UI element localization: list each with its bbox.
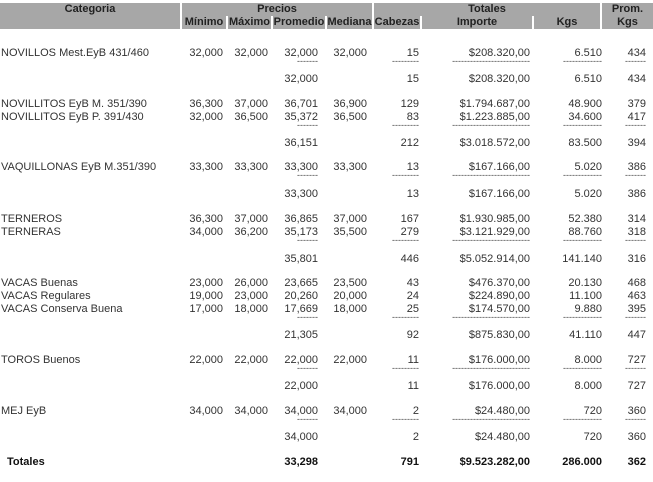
row-value-max: 33,300 bbox=[234, 161, 268, 173]
subtotal-separator bbox=[422, 173, 530, 177]
row-value-cab: 167 bbox=[400, 213, 419, 225]
subtotal-cab: 13 bbox=[406, 188, 419, 200]
row-value-pk: 314 bbox=[627, 213, 646, 225]
row-value-imp: $1.223.885,00 bbox=[459, 111, 530, 123]
totals-label: Totales bbox=[7, 456, 45, 468]
subtotal-cab: 2 bbox=[412, 431, 419, 443]
subtotal-kgs: 41.110 bbox=[569, 329, 602, 341]
row-value-kgs: 88.760 bbox=[568, 226, 602, 238]
row-value-kgs: 52.380 bbox=[568, 213, 602, 225]
row-value-imp: $476.370,00 bbox=[468, 277, 530, 289]
row-value-prom: 22,000 bbox=[284, 354, 318, 366]
row-value-pk: 417 bbox=[627, 111, 646, 123]
row-value-imp: $167.166,00 bbox=[468, 161, 530, 173]
header-blank bbox=[0, 16, 180, 29]
subtotal-prom: 34,000 bbox=[284, 431, 318, 443]
subtotal-separator bbox=[602, 123, 646, 127]
totals-kgs: 286.000 bbox=[562, 456, 602, 468]
subtotal-prom: 32,000 bbox=[284, 73, 318, 85]
subtotal-separator bbox=[602, 366, 646, 370]
row-value-min: 34,000 bbox=[189, 226, 223, 238]
row-value-cab: 43 bbox=[406, 277, 419, 289]
subtotal-separator bbox=[374, 59, 419, 63]
header-mediana: Mediana bbox=[327, 16, 372, 28]
row-value-pk: 386 bbox=[627, 161, 646, 173]
subtotal-pk: 394 bbox=[627, 137, 646, 149]
row-value-cab: 15 bbox=[406, 47, 419, 59]
subtotal-pk: 434 bbox=[627, 73, 646, 85]
subtotal-cab: 11 bbox=[407, 380, 419, 392]
row-value-max: 32,000 bbox=[234, 47, 268, 59]
subtotal-separator bbox=[602, 238, 646, 242]
subtotal-imp: $875.830,00 bbox=[468, 329, 530, 341]
row-value-imp: $174.570,00 bbox=[468, 303, 530, 315]
subtotal-kgs: 5.020 bbox=[574, 188, 602, 200]
row-value-kgs: 5.020 bbox=[574, 161, 602, 173]
row-value-prom: 36,701 bbox=[284, 98, 318, 110]
row-category: TERNERAS bbox=[1, 226, 61, 238]
row-value-prom: 35,372 bbox=[284, 111, 318, 123]
header-maximo: Máximo bbox=[229, 16, 270, 28]
row-value-max: 26,000 bbox=[234, 277, 268, 289]
subtotal-separator bbox=[422, 238, 530, 242]
row-value-imp: $176.000,00 bbox=[468, 354, 530, 366]
subtotal-separator bbox=[273, 123, 318, 127]
subtotal-kgs: 720 bbox=[583, 431, 602, 443]
row-value-med: 37,000 bbox=[333, 213, 367, 225]
row-value-prom: 32,000 bbox=[284, 47, 318, 59]
subtotal-separator bbox=[534, 417, 602, 421]
row-value-imp: $1.930.985,00 bbox=[459, 213, 530, 225]
subtotal-kgs: 141.140 bbox=[562, 253, 602, 265]
subtotal-separator bbox=[273, 315, 318, 319]
header-importe: Importe bbox=[422, 16, 532, 29]
subtotal-separator bbox=[602, 417, 646, 421]
subtotal-kgs: 8.000 bbox=[574, 380, 602, 392]
subtotal-separator bbox=[273, 238, 318, 242]
row-value-imp: $1.794.687,00 bbox=[459, 98, 530, 110]
row-value-imp: $208.320,00 bbox=[468, 47, 530, 59]
header-cabezas: Cabezas bbox=[374, 16, 420, 28]
row-category: NOVILLITOS EyB M. 351/390 bbox=[1, 98, 147, 110]
totals-cab: 791 bbox=[400, 456, 419, 468]
header-totales: Totales bbox=[374, 3, 600, 16]
row-value-max: 37,000 bbox=[234, 213, 268, 225]
subtotal-separator bbox=[422, 366, 530, 370]
subtotal-separator bbox=[422, 315, 530, 319]
subtotal-pk: 727 bbox=[627, 380, 646, 392]
row-value-min: 22,000 bbox=[189, 354, 223, 366]
subtotal-separator bbox=[374, 238, 419, 242]
subtotal-separator bbox=[534, 59, 602, 63]
totals-prom: 33,298 bbox=[284, 456, 318, 468]
subtotal-prom: 36,151 bbox=[284, 137, 318, 149]
subtotal-cab: 15 bbox=[406, 73, 419, 85]
subtotal-imp: $24.480,00 bbox=[474, 431, 530, 443]
row-value-imp: $3.121.929,00 bbox=[459, 226, 530, 238]
subtotal-imp: $176.000,00 bbox=[468, 380, 530, 392]
row-value-kgs: 34.600 bbox=[568, 111, 602, 123]
row-category: TOROS Buenos bbox=[1, 354, 81, 366]
subtotal-prom: 33,300 bbox=[284, 188, 318, 200]
row-value-med: 36,900 bbox=[333, 98, 367, 110]
row-value-kgs: 11.100 bbox=[569, 290, 602, 302]
row-value-min: 23,000 bbox=[189, 277, 223, 289]
subtotal-separator bbox=[374, 173, 419, 177]
subtotal-separator bbox=[534, 123, 602, 127]
subtotal-separator bbox=[374, 123, 419, 127]
subtotal-imp: $208.320,00 bbox=[468, 73, 530, 85]
subtotal-separator bbox=[422, 123, 530, 127]
row-value-cab: 83 bbox=[406, 111, 419, 123]
row-value-kgs: 8.000 bbox=[574, 354, 602, 366]
subtotal-kgs: 83.500 bbox=[568, 137, 602, 149]
subtotal-separator bbox=[273, 173, 318, 177]
subtotal-separator bbox=[534, 173, 602, 177]
header-prom-kgs: Kgs bbox=[602, 16, 653, 29]
subtotal-kgs: 6.510 bbox=[574, 73, 602, 85]
row-value-cab: 11 bbox=[407, 354, 419, 366]
row-value-prom: 35,173 bbox=[284, 226, 318, 238]
subtotal-prom: 35,801 bbox=[284, 253, 318, 265]
subtotal-separator bbox=[374, 417, 419, 421]
row-value-kgs: 48.900 bbox=[568, 98, 602, 110]
row-category: NOVILLOS Mest.EyB 431/460 bbox=[1, 47, 149, 59]
row-value-prom: 23,665 bbox=[284, 277, 318, 289]
totals-pk: 362 bbox=[627, 456, 646, 468]
row-value-pk: 360 bbox=[627, 405, 646, 417]
subtotal-imp: $5.052.914,00 bbox=[459, 253, 530, 265]
subtotal-separator bbox=[374, 315, 419, 319]
row-value-cab: 129 bbox=[400, 98, 419, 110]
row-value-pk: 727 bbox=[627, 354, 646, 366]
row-value-med: 23,500 bbox=[333, 277, 367, 289]
subtotal-separator bbox=[273, 417, 318, 421]
totals-imp: $9.523.282,00 bbox=[459, 456, 530, 468]
row-value-min: 34,000 bbox=[189, 405, 223, 417]
subtotal-separator bbox=[422, 59, 530, 63]
subtotal-cab: 92 bbox=[406, 329, 419, 341]
row-value-kgs: 9.880 bbox=[574, 303, 602, 315]
subtotal-separator bbox=[273, 366, 318, 370]
row-category: VAQUILLONAS EyB M.351/390 bbox=[1, 161, 157, 173]
subtotal-imp: $167.166,00 bbox=[468, 188, 530, 200]
row-value-prom: 20,260 bbox=[284, 290, 318, 302]
row-value-max: 36,200 bbox=[234, 226, 268, 238]
subtotal-separator bbox=[534, 238, 602, 242]
subtotal-separator bbox=[602, 59, 646, 63]
row-value-pk: 463 bbox=[627, 290, 646, 302]
row-value-cab: 279 bbox=[400, 226, 419, 238]
row-value-min: 17,000 bbox=[189, 303, 223, 315]
row-value-kgs: 20.130 bbox=[568, 277, 602, 289]
header-precios: Precios bbox=[182, 3, 372, 16]
row-value-pk: 379 bbox=[627, 98, 646, 110]
subtotal-separator bbox=[602, 315, 646, 319]
header-promedio: Promedio bbox=[273, 16, 325, 28]
subtotal-pk: 447 bbox=[627, 329, 646, 341]
row-category: MEJ EyB bbox=[1, 405, 47, 417]
row-category: VACAS Regulares bbox=[1, 290, 91, 302]
row-value-cab: 13 bbox=[406, 161, 419, 173]
subtotal-cab: 212 bbox=[400, 137, 419, 149]
row-value-cab: 24 bbox=[406, 290, 419, 302]
row-value-med: 20,000 bbox=[333, 290, 367, 302]
header-prom: Prom. bbox=[602, 3, 653, 16]
row-value-prom: 36,865 bbox=[284, 213, 318, 225]
row-value-pk: 318 bbox=[627, 226, 646, 238]
row-value-min: 32,000 bbox=[189, 111, 223, 123]
row-value-med: 34,000 bbox=[333, 405, 367, 417]
row-value-imp: $224.890,00 bbox=[468, 290, 530, 302]
header-categoria: Categoria bbox=[0, 3, 180, 16]
subtotal-prom: 22,000 bbox=[284, 380, 318, 392]
subtotal-separator bbox=[534, 366, 602, 370]
subtotal-pk: 316 bbox=[627, 253, 646, 265]
subtotal-separator bbox=[374, 366, 419, 370]
row-category: VACAS Conserva Buena bbox=[1, 303, 123, 315]
row-value-pk: 434 bbox=[627, 47, 646, 59]
row-value-med: 36,500 bbox=[333, 111, 367, 123]
row-category: VACAS Buenas bbox=[1, 277, 78, 289]
row-category: TERNEROS bbox=[1, 213, 63, 225]
row-value-prom: 34,000 bbox=[284, 405, 318, 417]
header-kgs: Kgs bbox=[534, 16, 600, 29]
row-value-min: 19,000 bbox=[189, 290, 223, 302]
row-value-pk: 468 bbox=[627, 277, 646, 289]
row-value-med: 33,300 bbox=[333, 161, 367, 173]
row-value-max: 22,000 bbox=[234, 354, 268, 366]
row-value-med: 22,000 bbox=[333, 354, 367, 366]
row-value-min: 36,300 bbox=[189, 213, 223, 225]
row-value-med: 32,000 bbox=[333, 47, 367, 59]
row-value-min: 36,300 bbox=[189, 98, 223, 110]
row-value-med: 18,000 bbox=[333, 303, 367, 315]
row-value-pk: 395 bbox=[627, 303, 646, 315]
row-value-max: 36,500 bbox=[234, 111, 268, 123]
row-category: NOVILLITOS EyB P. 391/430 bbox=[1, 111, 144, 123]
row-value-max: 23,000 bbox=[234, 290, 268, 302]
row-value-max: 37,000 bbox=[234, 98, 268, 110]
subtotal-separator bbox=[602, 173, 646, 177]
subtotal-pk: 360 bbox=[627, 431, 646, 443]
row-value-cab: 2 bbox=[412, 405, 419, 417]
row-value-imp: $24.480,00 bbox=[474, 405, 530, 417]
row-value-cab: 25 bbox=[406, 303, 419, 315]
row-value-max: 18,000 bbox=[234, 303, 268, 315]
header-minimo: Mínimo bbox=[182, 16, 226, 29]
row-value-min: 32,000 bbox=[189, 47, 223, 59]
row-value-max: 34,000 bbox=[234, 405, 268, 417]
row-value-prom: 17,669 bbox=[284, 303, 318, 315]
subtotal-separator bbox=[422, 417, 530, 421]
subtotal-separator bbox=[273, 59, 318, 63]
row-value-kgs: 720 bbox=[583, 405, 602, 417]
subtotal-prom: 21,305 bbox=[284, 329, 318, 341]
subtotal-separator bbox=[534, 315, 602, 319]
row-value-med: 35,500 bbox=[333, 226, 367, 238]
row-value-prom: 33,300 bbox=[284, 161, 318, 173]
subtotal-cab: 446 bbox=[400, 253, 419, 265]
row-value-kgs: 6.510 bbox=[574, 47, 602, 59]
subtotal-imp: $3.018.572,00 bbox=[459, 137, 530, 149]
row-value-min: 33,300 bbox=[189, 161, 223, 173]
subtotal-pk: 386 bbox=[627, 188, 646, 200]
